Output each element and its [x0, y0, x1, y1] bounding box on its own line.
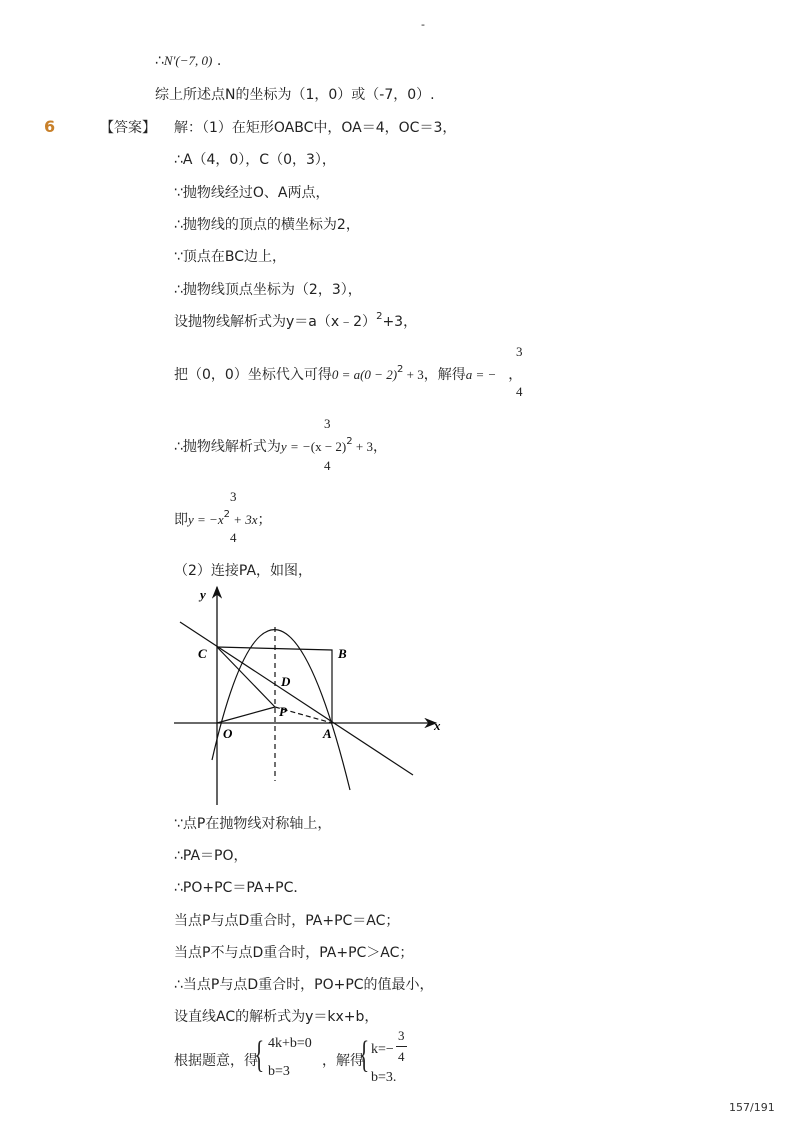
fraction-numerator: 3 [230, 489, 237, 504]
system-1-eq-1: 4k+b=0 [268, 1036, 312, 1051]
solution-line-3: ∵抛物线经过O、A两点， [174, 185, 330, 201]
solution-line-7: 设抛物线解析式为y＝a（x﹣2）$^2$+3， [174, 311, 418, 330]
part2-line-6: 当点P不与点D重合时，PA+PC＞AC； [174, 945, 414, 961]
part2-line-8: 设直线AC的解析式为y＝kx+b， [174, 1009, 379, 1025]
solution-line-9: ∴抛物线解析式为$y = -(x - 2)^2 + 3$， [174, 436, 387, 455]
page-number: 157/191 [729, 1101, 775, 1114]
solution-line-4: ∴抛物线的顶点的横坐标为2， [174, 217, 360, 233]
label-d: D [281, 674, 291, 689]
part2-line-4: ∴PO+PC＝PA+PC． [174, 880, 308, 896]
label-b: B [338, 646, 347, 661]
fraction-numerator: 3 [516, 344, 523, 359]
part2-line-2: ∵点P在抛物线对称轴上， [174, 816, 332, 832]
part2-line-7: ∴当点P与点D重合时，PO+PC的值最小， [174, 977, 434, 993]
header-mark: - [421, 18, 425, 31]
solution-line-1: 解：（1）在矩形OABC中，OA＝4，OC＝3， [174, 120, 457, 136]
intro-line-2: 综上所述点N的坐标为（1，0）或（-7，0）. [155, 87, 435, 103]
intro-line-1: ∴N′(−7, 0) . [155, 53, 222, 69]
system-1-eq-2: b=3 [268, 1064, 290, 1079]
label-x: x [434, 718, 441, 733]
label-o: O [223, 726, 233, 741]
part2-line-1: （2）连接PA，如图， [174, 563, 313, 579]
fraction-bar [396, 1046, 407, 1047]
fraction-denominator: 4 [230, 530, 237, 545]
solution-line-2: ∴A（4，0），C（0，3）， [174, 152, 336, 168]
fraction-denominator: 4 [516, 384, 523, 399]
geometry-figure [168, 585, 448, 810]
system-2-eq-1-prefix: k=− [371, 1042, 394, 1057]
system-2-fraction-denominator: 4 [398, 1049, 405, 1064]
part2-line-5: 当点P与点D重合时，PA+PC＝AC； [174, 913, 400, 929]
system-2-eq-2: b=3. [371, 1070, 397, 1085]
part2-line-3: ∴PA＝PO， [174, 848, 248, 864]
label-c: C [198, 646, 207, 661]
part2-line-9-middle: ，解得 [322, 1053, 364, 1069]
brace-left-1: { [254, 1034, 265, 1076]
solution-line-8: 把（0，0）坐标代入可得$0 = a(0 - 2)^2 + 3$，解得a = − ， [174, 364, 523, 383]
question-number: 6 [44, 117, 56, 136]
answer-tag: 【答案】 [100, 120, 156, 136]
label-p: P [279, 704, 287, 719]
solution-line-5: ∵顶点在BC边上， [174, 249, 287, 265]
solution-line-6: ∴抛物线顶点坐标为（2，3）， [174, 282, 362, 298]
fraction-denominator: 4 [324, 458, 331, 473]
fraction-numerator: 3 [324, 416, 331, 431]
label-y: y [200, 587, 206, 602]
system-2-fraction-numerator: 3 [398, 1028, 405, 1043]
brace-left-2: { [359, 1034, 370, 1076]
label-a: A [323, 726, 332, 741]
part2-line-9-prefix: 根据题意，得 [174, 1053, 258, 1069]
solution-line-10: 即$y = -x^2 + 3x$； [174, 509, 272, 528]
